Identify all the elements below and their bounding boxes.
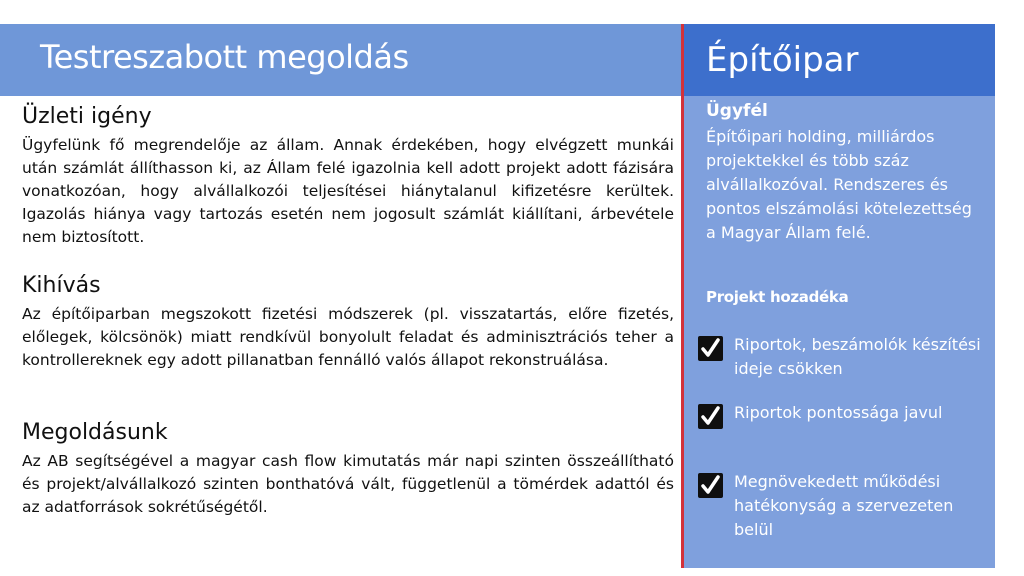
left-header-band bbox=[0, 24, 682, 96]
benefits-heading: Projekt hozadéka bbox=[706, 288, 849, 306]
section-text-business-need: Ügyfelünk fő megrendelője az állam. Annak érdekében, hogy elvégzett munkái után számlát állíthasson ki, az Állam felé igazolnia kell adott projekt adott fázisára vonatkozóan, hogy alvállalkozói teljesítései hiánytalanul kifizetésre kerültek. Igazolás hiánya vagy tartozás esetén nem jogosult számlát kiállítani, árbevétele nem biztosított. bbox=[22, 136, 674, 246]
industry-title: Építőipar bbox=[706, 40, 859, 80]
section-text-solution: Az AB segítségével a magyar cash flow kimutatás már napi szinten összeállítható és projekt/alvállalkozó szinten bonthatóvá vált, függetlenül a tömérdek adattól és az adatforrások sokrétűségétől. bbox=[22, 452, 674, 516]
right-header-band bbox=[684, 24, 995, 96]
right-panel bbox=[684, 96, 995, 568]
benefit-label: Riportok, beszámolók készítési ideje csökken bbox=[734, 335, 981, 378]
client-description: Építőipari holding, milliárdos projektekkel és több száz alvállalkozóval. Rendszeres és pontos elszámolási kötelezettség a Magyar Állam felé. bbox=[706, 127, 972, 242]
checkbox-checked-icon bbox=[698, 336, 723, 361]
checkbox-checked-icon bbox=[698, 404, 723, 429]
benefit-label: Riportok pontossága javul bbox=[734, 403, 943, 422]
benefit-label: Megnövekedett működési hatékonyság a szervezeten belül bbox=[734, 472, 954, 539]
section-text-challenge: Az építőiparban megszokott fizetési módszerek (pl. visszatartás, előre fizetés, előlegek, kölcsönök) miatt rendkívül bonyolult feladat és adminisztrációs teher a kontrollereknek egy adott pillanatban fennálló valós állapot rekonstruálása. bbox=[22, 305, 674, 369]
section-heading-business-need: Üzleti igény bbox=[22, 104, 152, 129]
section-heading-solution: Megoldásunk bbox=[22, 420, 168, 445]
checkbox-checked-icon bbox=[698, 473, 723, 498]
client-heading: Ügyfél bbox=[706, 101, 768, 121]
slide-title: Testreszabott megoldás bbox=[40, 38, 409, 76]
section-heading-challenge: Kihívás bbox=[22, 273, 101, 298]
